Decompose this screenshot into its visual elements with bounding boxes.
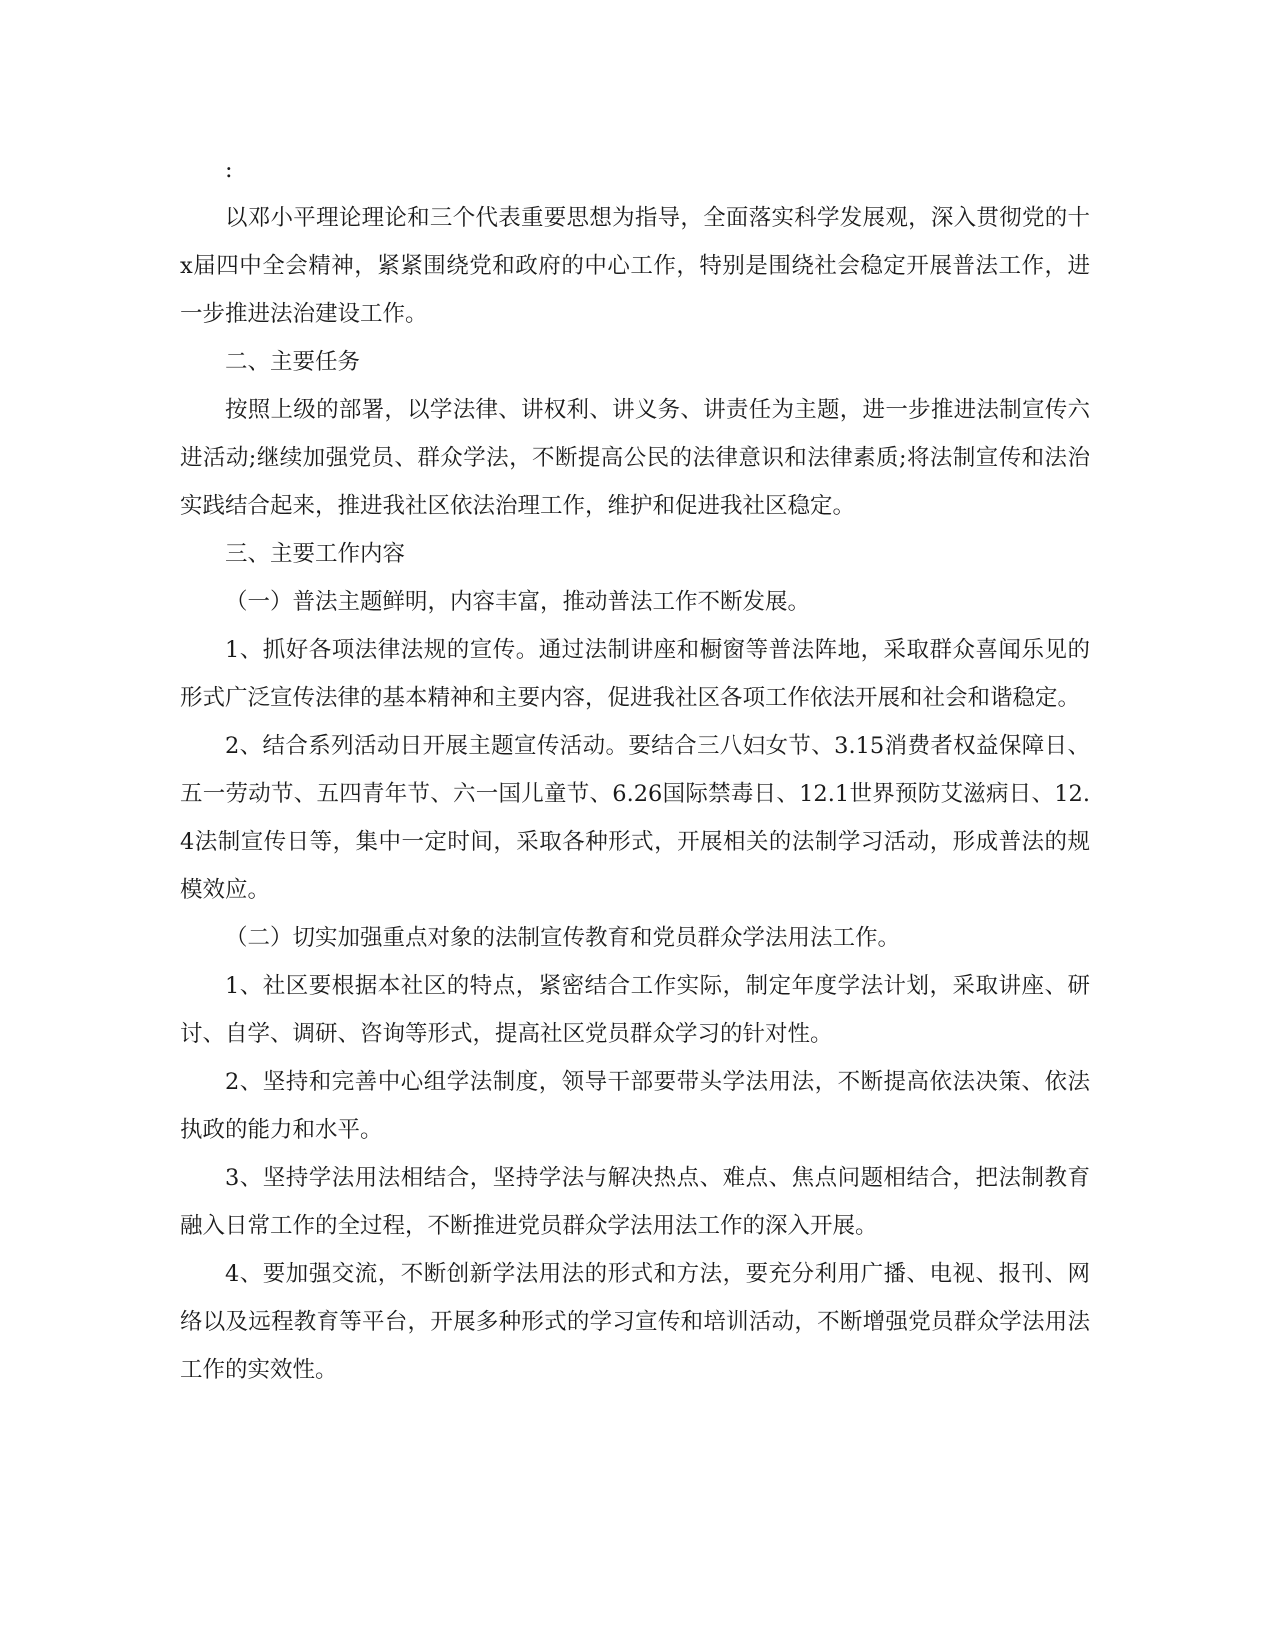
- subsection-1-item-2: 2、结合系列活动日开展主题宣传活动。要结合三八妇女节、3.15消费者权益保障日、五一劳动节、五四青年节、六一国儿童节、6.26国际禁毒日、12.1世界预防艾滋病日、12.4法制宣传日等，集中一定时间，采取各种形式，开展相关的法制学习活动，形成普法的规模效应。: [180, 733, 1090, 903]
- guiding-ideology-paragraph: 以邓小平理论理论和三个代表重要思想为指导，全面落实科学发展观，深入贯彻党的十x届四中全会精神，紧紧围绕党和政府的中心工作，特别是围绕社会稳定开展普法工作，进一步推进法治建设工作。: [180, 205, 1090, 327]
- document-page: [180, 146, 1090, 1394]
- subsection-2-item-1: 1、社区要根据本社区的特点，紧密结合工作实际，制定年度学法计划，采取讲座、研讨、自学、调研、咨询等形式，提高社区党员群众学习的针对性。: [180, 973, 1090, 1047]
- subsection-heading-2: （二）切实加强重点对象的法制宣传教育和党员群众学法用法工作。: [225, 925, 901, 951]
- subsection-heading-1: （一）普法主题鲜明，内容丰富，推动普法工作不断发展。: [225, 589, 811, 615]
- main-tasks-paragraph: 按照上级的部署，以学法律、讲权利、讲义务、讲责任为主题，进一步推进法制宣传六进活动;继续加强党员、群众学法，不断提高公民的法律意识和法律素质;将法制宣传和法治实践结合起来，推进我社区依法治理工作，维护和促进我社区稳定。: [180, 397, 1090, 519]
- subsection-2-item-2: 2、坚持和完善中心组学法制度，领导干部要带头学法用法，不断提高依法决策、依法执政的能力和水平。: [180, 1069, 1090, 1143]
- section-heading-work-content: 三、主要工作内容: [225, 541, 406, 567]
- subsection-2-item-4: 4、要加强交流，不断创新学法用法的形式和方法，要充分利用广播、电视、报刊、网络以及远程教育等平台，开展多种形式的学习宣传和培训活动，不断增强党员群众学法用法工作的实效性。: [180, 1261, 1090, 1383]
- section-heading-main-tasks: 二、主要任务: [225, 349, 361, 375]
- subsection-1-item-1: 1、抓好各项法律法规的宣传。通过法制讲座和橱窗等普法阵地，采取群众喜闻乐见的形式广泛宣传法律的基本精神和主要内容，促进我社区各项工作依法开展和社会和谐稳定。: [180, 637, 1090, 711]
- subsection-2-item-3: 3、坚持学法用法相结合，坚持学法与解决热点、难点、焦点问题相结合，把法制教育融入日常工作的全过程，不断推进党员群众学法用法工作的深入开展。: [180, 1165, 1090, 1239]
- lead-colon: :: [225, 157, 233, 183]
